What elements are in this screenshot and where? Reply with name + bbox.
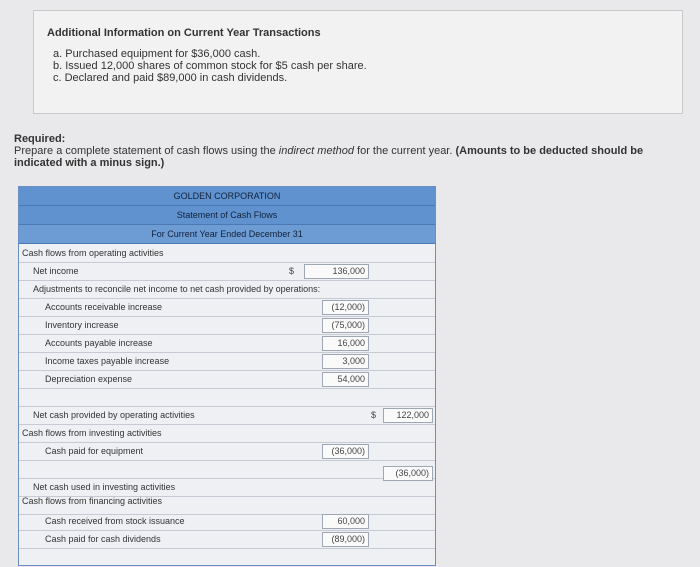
stock-value[interactable]: 60,000 [322, 514, 369, 529]
info-item-c: c. Declared and paid $89,000 in cash dividends. [53, 72, 288, 84]
net-operating-value[interactable]: 122,000 [383, 408, 433, 423]
blank-row [19, 389, 435, 407]
net-investing-value[interactable]: (36,000) [383, 466, 433, 481]
adjustment-row [19, 335, 435, 353]
info-list [53, 48, 367, 84]
statement-title: Statement of Cash Flows [19, 206, 435, 225]
adjustment-row [19, 353, 435, 371]
statement-period: For Current Year Ended December 31 [19, 225, 435, 244]
operating-header: Cash flows from operating activities [22, 248, 164, 258]
equipment-value[interactable]: (36,000) [322, 444, 369, 459]
info-item-a: a. Purchased equipment for $36,000 cash. [53, 48, 261, 60]
adjustment-label: Depreciation expense [45, 374, 133, 384]
blank-row [19, 461, 435, 479]
adjustment-row [19, 371, 435, 389]
required-text-method: indirect method [278, 145, 354, 157]
stock-row [19, 513, 435, 531]
adjustment-label: Income taxes payable increase [45, 356, 170, 366]
stock-label: Cash received from stock issuance [45, 516, 185, 526]
net-income-value[interactable]: 136,000 [304, 264, 369, 279]
required-text-note: (Amounts to be deducted should be indicated with a minus sign.) [14, 145, 644, 169]
adjustment-value[interactable]: (12,000) [322, 300, 369, 315]
equipment-row [19, 443, 435, 461]
adjustment-label: Inventory increase [45, 320, 119, 330]
adjustments-label-row [19, 281, 435, 299]
adjustment-value[interactable]: (75,000) [322, 318, 369, 333]
required-text-mid: for the current year. [353, 145, 456, 157]
adjustments-label: Adjustments to reconcile net income to net cash provided by operations: [33, 284, 321, 294]
financing-header: Cash flows from financing activities [22, 496, 163, 506]
adjustment-label: Accounts payable increase [45, 338, 153, 348]
dividends-label: Cash paid for cash dividends [45, 534, 161, 544]
net-income-row [19, 263, 435, 281]
info-item-b: b. Issued 12,000 shares of common stock for $5 cash per share. [53, 60, 367, 72]
company-name: GOLDEN CORPORATION [19, 187, 435, 206]
required-instructions [14, 145, 674, 169]
operating-header-row [19, 245, 435, 263]
adjustment-value[interactable]: 54,000 [322, 372, 369, 387]
adjustment-value[interactable]: 3,000 [322, 354, 369, 369]
investing-header-row [19, 425, 435, 443]
adjustment-value[interactable]: 16,000 [322, 336, 369, 351]
adjustment-row [19, 317, 435, 335]
dividends-value[interactable]: (89,000) [322, 532, 369, 547]
required-label: Required: [14, 133, 66, 145]
net-operating-label: Net cash provided by operating activities [33, 410, 195, 420]
net-operating-row [19, 407, 435, 425]
net-income-dollar: $ [289, 266, 295, 276]
additional-info-box [33, 10, 683, 114]
net-income-label: Net income [33, 266, 79, 276]
required-text-pre: Prepare a complete statement of cash flows using the [14, 145, 279, 157]
info-title: Additional Information on Current Year Transactions [47, 27, 321, 39]
adjustment-label: Accounts receivable increase [45, 302, 163, 312]
adjustment-row [19, 299, 435, 317]
net-operating-dollar: $ [371, 410, 377, 420]
dividends-row [19, 531, 435, 549]
equipment-label: Cash paid for equipment [45, 446, 144, 456]
cash-flow-statement-table [18, 186, 436, 566]
net-investing-label: Net cash used in investing activities [33, 482, 176, 492]
investing-header: Cash flows from investing activities [22, 428, 162, 438]
